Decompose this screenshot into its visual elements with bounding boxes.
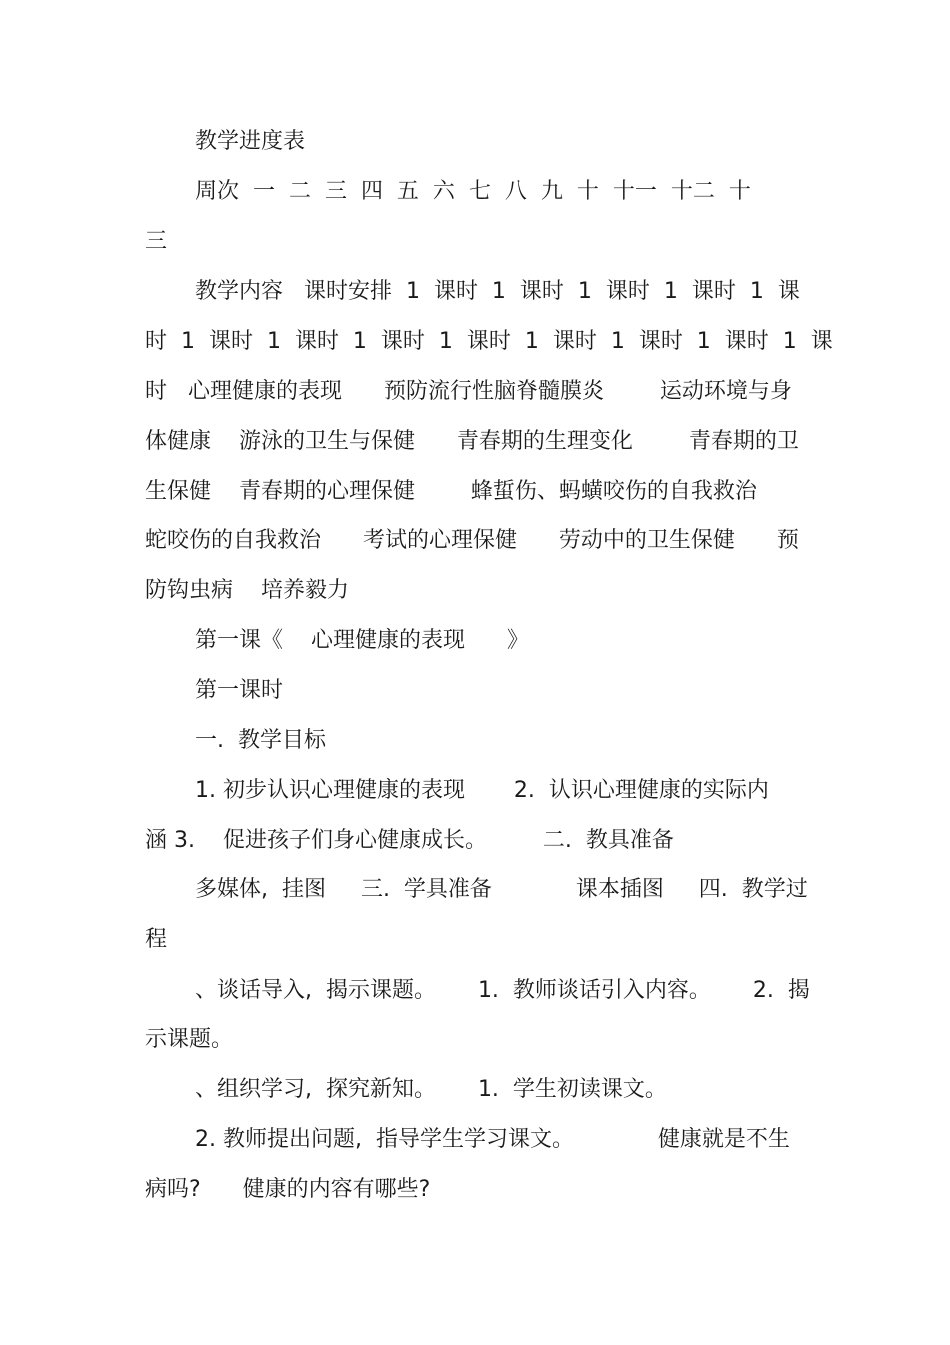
- topics-line-2: 体健康 游泳的卫生与保健 青春期的生理变化 青春期的卫: [145, 429, 799, 454]
- topics-line-5: 防钩虫病 培养毅力: [145, 578, 349, 603]
- period-title: 第一课时: [195, 678, 284, 703]
- schedule-heading: 教学进度表: [195, 129, 306, 154]
- hours-row-line: 时 1 课时 1 课时 1 课时 1 课时 1 课时 1 课时 1 课时 1 课: [145, 329, 833, 354]
- process-step-2-line: 、组织学习, 探究新知。 1. 学生初读课文。: [195, 1077, 667, 1102]
- process-step-1-line-2: 示课题。: [145, 1027, 234, 1052]
- section-objectives-heading: 一. 教学目标: [195, 728, 326, 753]
- week-row-line: 周次 一 二 三 四 五 六 七 八 九 十 十一 十二 十: [195, 179, 751, 204]
- objectives-line-2: 涵 3. 促进孩子们身心健康成长。 二. 教具准备: [145, 828, 674, 853]
- objectives-line-1: 1. 初步认识心理健康的表现 2. 认识心理健康的实际内: [195, 778, 769, 803]
- process-question-line-2: 病吗? 健康的内容有哪些?: [145, 1177, 431, 1202]
- topics-line-3: 生保健 青春期的心理保健 蜂蜇伤、蚂蟥咬伤的自我救治: [145, 479, 757, 504]
- materials-line-1: 多媒体, 挂图 三. 学具准备 课本插图 四. 教学过: [195, 877, 808, 902]
- topics-line-1: 时 心理健康的表现 预防流行性脑脊髓膜炎 运动环境与身: [145, 379, 792, 404]
- materials-line-2: 程: [145, 927, 168, 952]
- lesson-title: 第一课《 心理健康的表现 》: [195, 628, 529, 653]
- week-row-continuation: 三: [145, 229, 168, 254]
- process-question-line-1: 2. 教师提出问题, 指导学生学习课文。 健康就是不生: [195, 1127, 790, 1152]
- content-row-line: 教学内容 课时安排 1 课时 1 课时 1 课时 1 课时 1 课: [195, 279, 800, 304]
- topics-line-4: 蛇咬伤的自我救治 考试的心理保健 劳动中的卫生保健 预: [145, 528, 799, 553]
- process-step-1-line-1: 、谈话导入, 揭示课题。 1. 教师谈话引入内容。 2. 揭: [195, 978, 810, 1003]
